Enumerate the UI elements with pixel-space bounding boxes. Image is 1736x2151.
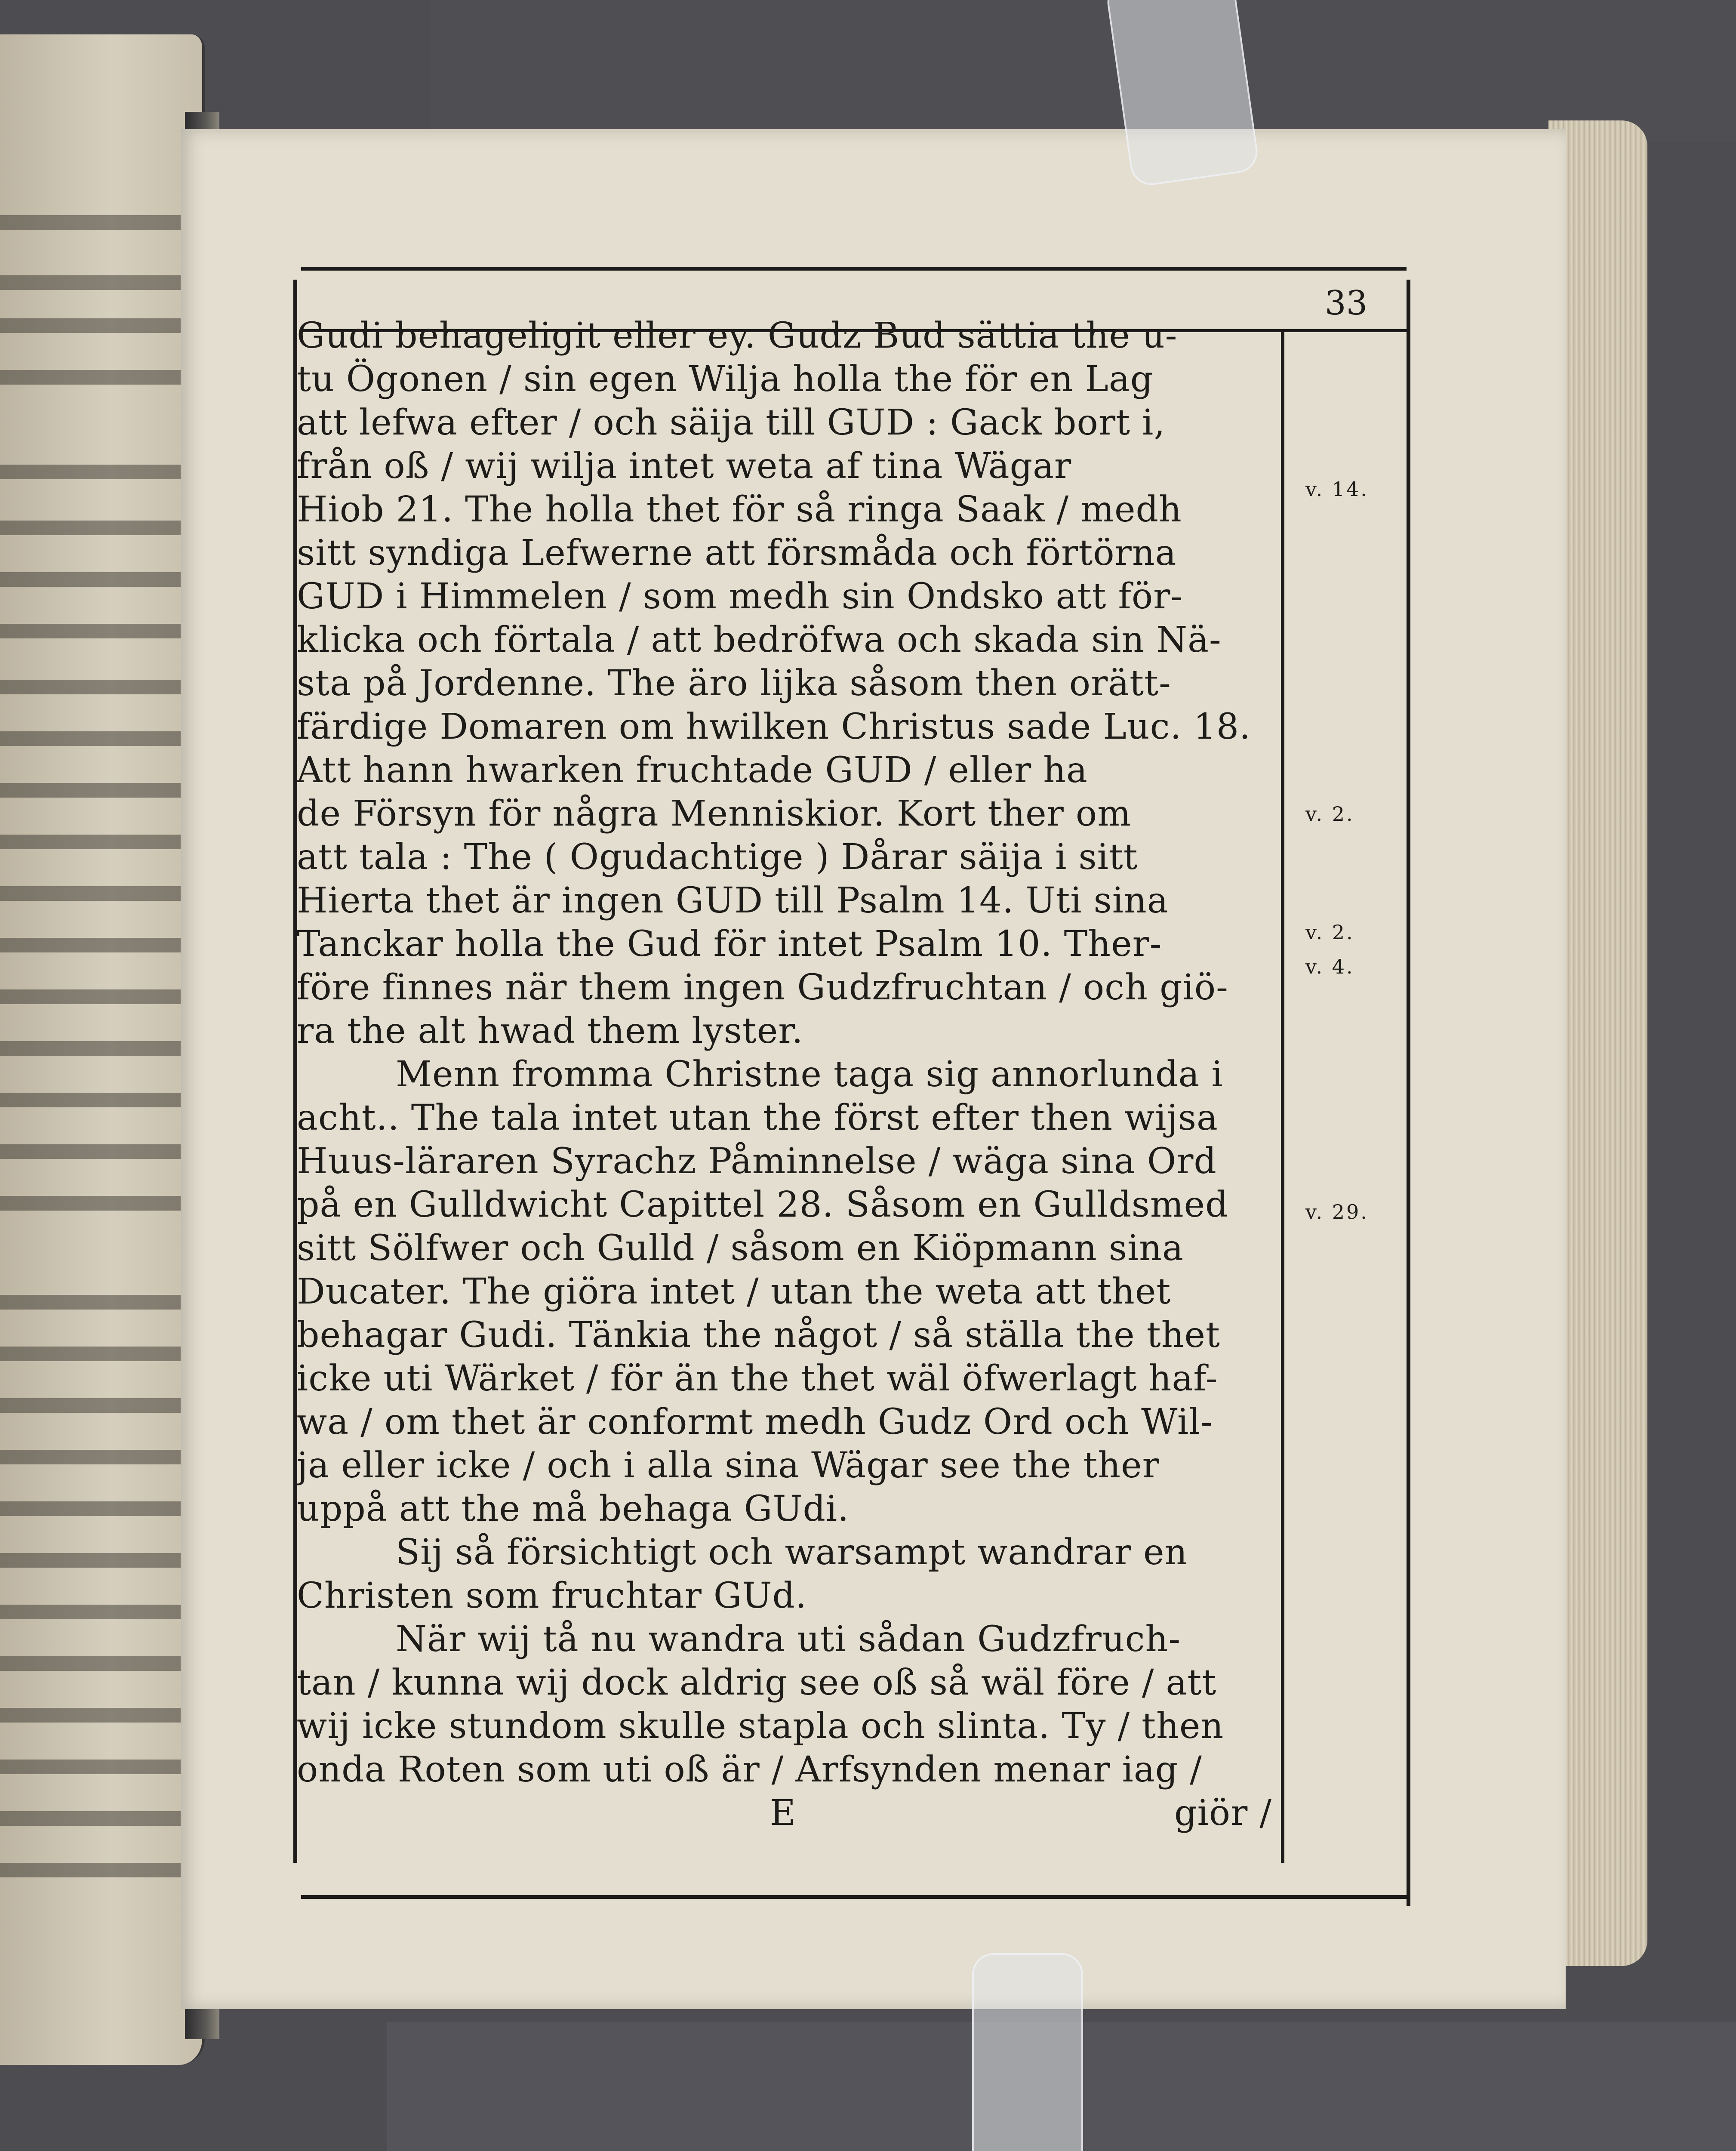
signature-line	[297, 1791, 1273, 1835]
text-line: tan / kunna wij dock aldrig see oß så wäl före / att	[297, 1662, 1217, 1703]
inner-rule	[1281, 331, 1284, 1863]
text-line: Hiob 21. The holla thet för så ringa Saak / medh	[297, 489, 1182, 530]
text-line: Sij så försichtigt och warsampt wandrar en	[396, 1532, 1188, 1573]
margin-note: v. 4.	[1305, 955, 1354, 978]
page-clip-bottom	[972, 1953, 1083, 2151]
text-line: färdige Domaren om hwilken Christus sade Luc. 18.	[297, 706, 1251, 747]
text-line: behagar Gudi. Tänkia the något / så ställa the thet	[297, 1315, 1221, 1356]
right-rule	[1407, 280, 1410, 1906]
text-line: onda Roten som uti oß är / Arfsynden menar iag /	[297, 1749, 1202, 1790]
text-line: Hierta thet är ingen GUD till Psalm 14. Uti sina	[297, 880, 1169, 921]
text-line: uppå att the må behaga GUdi.	[297, 1488, 850, 1529]
margin-note: v. 2.	[1305, 921, 1354, 944]
text-line: ja eller icke / och i alla sina Wägar see the ther	[297, 1445, 1160, 1486]
text-line: från oß / wij wilja intet weta af tina Wägar	[297, 446, 1072, 487]
text-line: Ducater. The giöra intet / utan the weta att thet	[297, 1271, 1171, 1312]
text-line: icke uti Wärket / för än the thet wäl öfwerlagt haf-	[297, 1358, 1218, 1399]
bottom-rule	[301, 1895, 1407, 1899]
text-line: före finnes när them ingen Gudzfruchtan / och giö-	[297, 967, 1228, 1008]
text-line: att tala : The ( Ogudachtige ) Dårar säija i sitt	[297, 837, 1138, 878]
text-line: Tanckar holla the Gud för intet Psalm 10. Ther-	[297, 924, 1162, 965]
text-line: på en Gulldwicht Capittel 28. Såsom en Gulldsmed	[297, 1184, 1228, 1225]
text-line: Menn fromma Christne taga sig annorlunda i	[396, 1054, 1223, 1095]
text-line: Att hann hwarken fruchtade GUD / eller ha	[297, 750, 1088, 791]
text-line: de Försyn för några Menniskior. Kort ther om	[297, 793, 1132, 834]
text-line: När wij tå nu wandra uti sådan Gudzfruch-	[396, 1619, 1181, 1660]
facing-page-left	[0, 34, 205, 2065]
page-number: 33	[1325, 284, 1368, 323]
text-line: sitt Sölfwer och Gulld / såsom en Kiöpmann sina	[297, 1228, 1184, 1269]
margin-note: v. 2.	[1305, 802, 1354, 826]
margin-note: v. 29.	[1305, 1200, 1369, 1223]
text-line: tu Ögonen / sin egen Wilja holla the för en Lag	[297, 359, 1154, 400]
text-line: klicka och förtala / att bedröfwa och skada sin Nä-	[297, 619, 1222, 660]
text-line: sitt syndiga Lefwerne att försmåda och förtörna	[297, 533, 1177, 573]
text-line: GUD i Himmelen / som medh sin Ondsko att för-	[297, 576, 1183, 617]
text-block	[297, 314, 1273, 1884]
text-line: Huus-läraren Syrachz Påminnelse / wäga sina Ord	[297, 1141, 1217, 1182]
text-line: ra the alt hwad them lyster.	[297, 1011, 803, 1051]
text-line: att lefwa efter / och säija till GUD : Gack bort i,	[297, 402, 1166, 443]
text-line: wij icke stundom skulle stapla och slinta. Ty / then	[297, 1706, 1224, 1747]
signature-mark: E	[770, 1793, 796, 1834]
margin-note: v. 14.	[1305, 478, 1369, 501]
text-line: Gudi behageligit eller ey. Gudz Bud sättia the u-	[297, 315, 1178, 356]
text-line: wa / om thet är conformt medh Gudz Ord och Wil-	[297, 1402, 1213, 1442]
text-line: acht.. The tala intet utan the först efter then wijsa	[297, 1097, 1218, 1138]
text-line: Christen som fruchtar GUd.	[297, 1575, 807, 1616]
catchword: giör /	[1174, 1793, 1272, 1834]
background-upper	[430, 0, 1736, 142]
text-line: sta på Jordenne. The äro lijka såsom then orätt-	[297, 663, 1171, 704]
top-rule	[301, 267, 1407, 271]
